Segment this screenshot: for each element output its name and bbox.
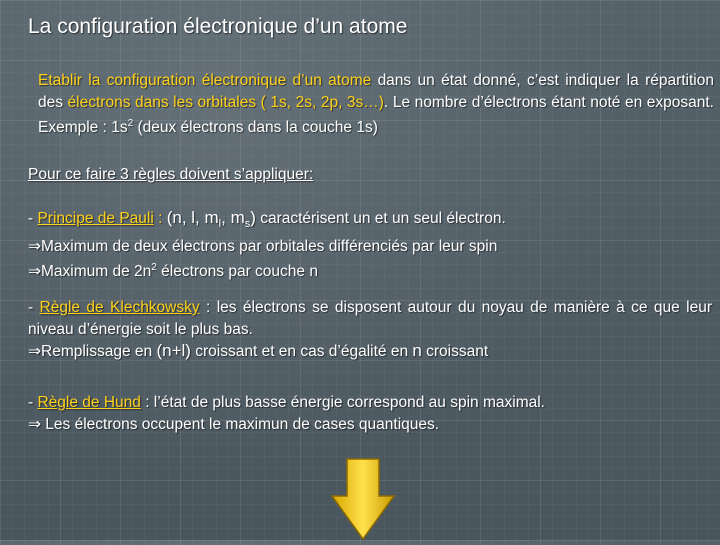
- klech-fill-c: croissant et en cas d’égalité en: [190, 343, 413, 360]
- pauli-quantum-close: ): [250, 208, 256, 227]
- intro-text-2: . Le nombre d’électrons étant noté en exposant. Exemple : 1s: [38, 93, 714, 137]
- klechkowsky-section: [28, 297, 712, 363]
- klech-text: : les électrons se disposent autour du noyau de manière à ce que leur niveau d’énergie soit le plus bas.: [28, 299, 713, 338]
- hund-section: [28, 392, 712, 435]
- implies-icon: ⇒: [28, 263, 41, 281]
- down-arrow-svg: [330, 458, 396, 540]
- pauli-max-shell-a: Maximum de 2n: [41, 263, 152, 281]
- klech-dash: -: [28, 299, 40, 316]
- hund-text: : l’état de plus basse énergie correspond au spin maximal.: [140, 394, 545, 411]
- pauli-sub-l: l: [218, 218, 222, 231]
- rules-heading: Pour ce faire 3 règles doivent s’appliquer:: [28, 166, 314, 183]
- hund-line-2: [28, 414, 712, 436]
- intro-text-1: dans un état donné, c’est indiquer la répartition des: [38, 72, 714, 111]
- klech-line-2: [28, 340, 712, 363]
- klech-fill-e: croissant: [421, 343, 489, 360]
- pauli-max-shell-exp: 2: [151, 262, 157, 274]
- pauli-line-1: [28, 207, 708, 236]
- implies-icon: ⇒: [28, 343, 41, 360]
- hund-occupy: Les électrons occupent le maximun de cases quantiques.: [41, 415, 440, 433]
- hund-rule-name: Règle de Hund: [37, 394, 141, 411]
- pauli-quantum-open: (n, l, m: [166, 208, 219, 227]
- klech-paragraph: [28, 297, 712, 340]
- intro-highlight-orbitals: électrons dans les orbitales ( 1s, 2s, 2p, 3s…): [67, 93, 384, 111]
- pauli-max-shell-b: électrons par couche n: [156, 263, 318, 281]
- klech-fill-a: Remplissage en: [41, 343, 157, 360]
- pauli-text: caractérisent un et un seul électron.: [255, 210, 506, 227]
- pauli-max-spin: Maximum de deux électrons par orbitales différenciés par leur spin: [41, 237, 498, 255]
- pauli-sub-s: s: [244, 218, 251, 231]
- slide-title: La configuration électronique d’un atome: [28, 15, 408, 38]
- pauli-line-3: [28, 257, 708, 283]
- pauli-dash: -: [28, 210, 38, 227]
- intro-text-3: (deux électrons dans la couche 1s): [133, 119, 378, 137]
- hund-line-1: [28, 392, 712, 414]
- pauli-quantum-mid: , m: [221, 208, 245, 227]
- klech-fill-n: n: [412, 341, 422, 360]
- pauli-rule-name: Principe de Pauli: [37, 210, 154, 227]
- intro-highlight-definition: Etablir la configuration électronique d’un atome: [38, 72, 372, 89]
- klech-rule-name: Règle de Klechkowsky: [39, 299, 200, 316]
- pauli-line-2: [28, 236, 708, 258]
- pauli-section: [28, 207, 708, 283]
- hund-dash: -: [28, 394, 38, 411]
- intro-paragraph: [38, 70, 714, 139]
- implies-icon: ⇒: [28, 415, 41, 433]
- klech-fill-nl: (n+l): [156, 341, 191, 360]
- down-arrow-icon: [330, 458, 396, 540]
- intro-exponent: 2: [127, 118, 134, 129]
- implies-icon: ⇒: [28, 237, 41, 255]
- pauli-colon: :: [153, 210, 167, 227]
